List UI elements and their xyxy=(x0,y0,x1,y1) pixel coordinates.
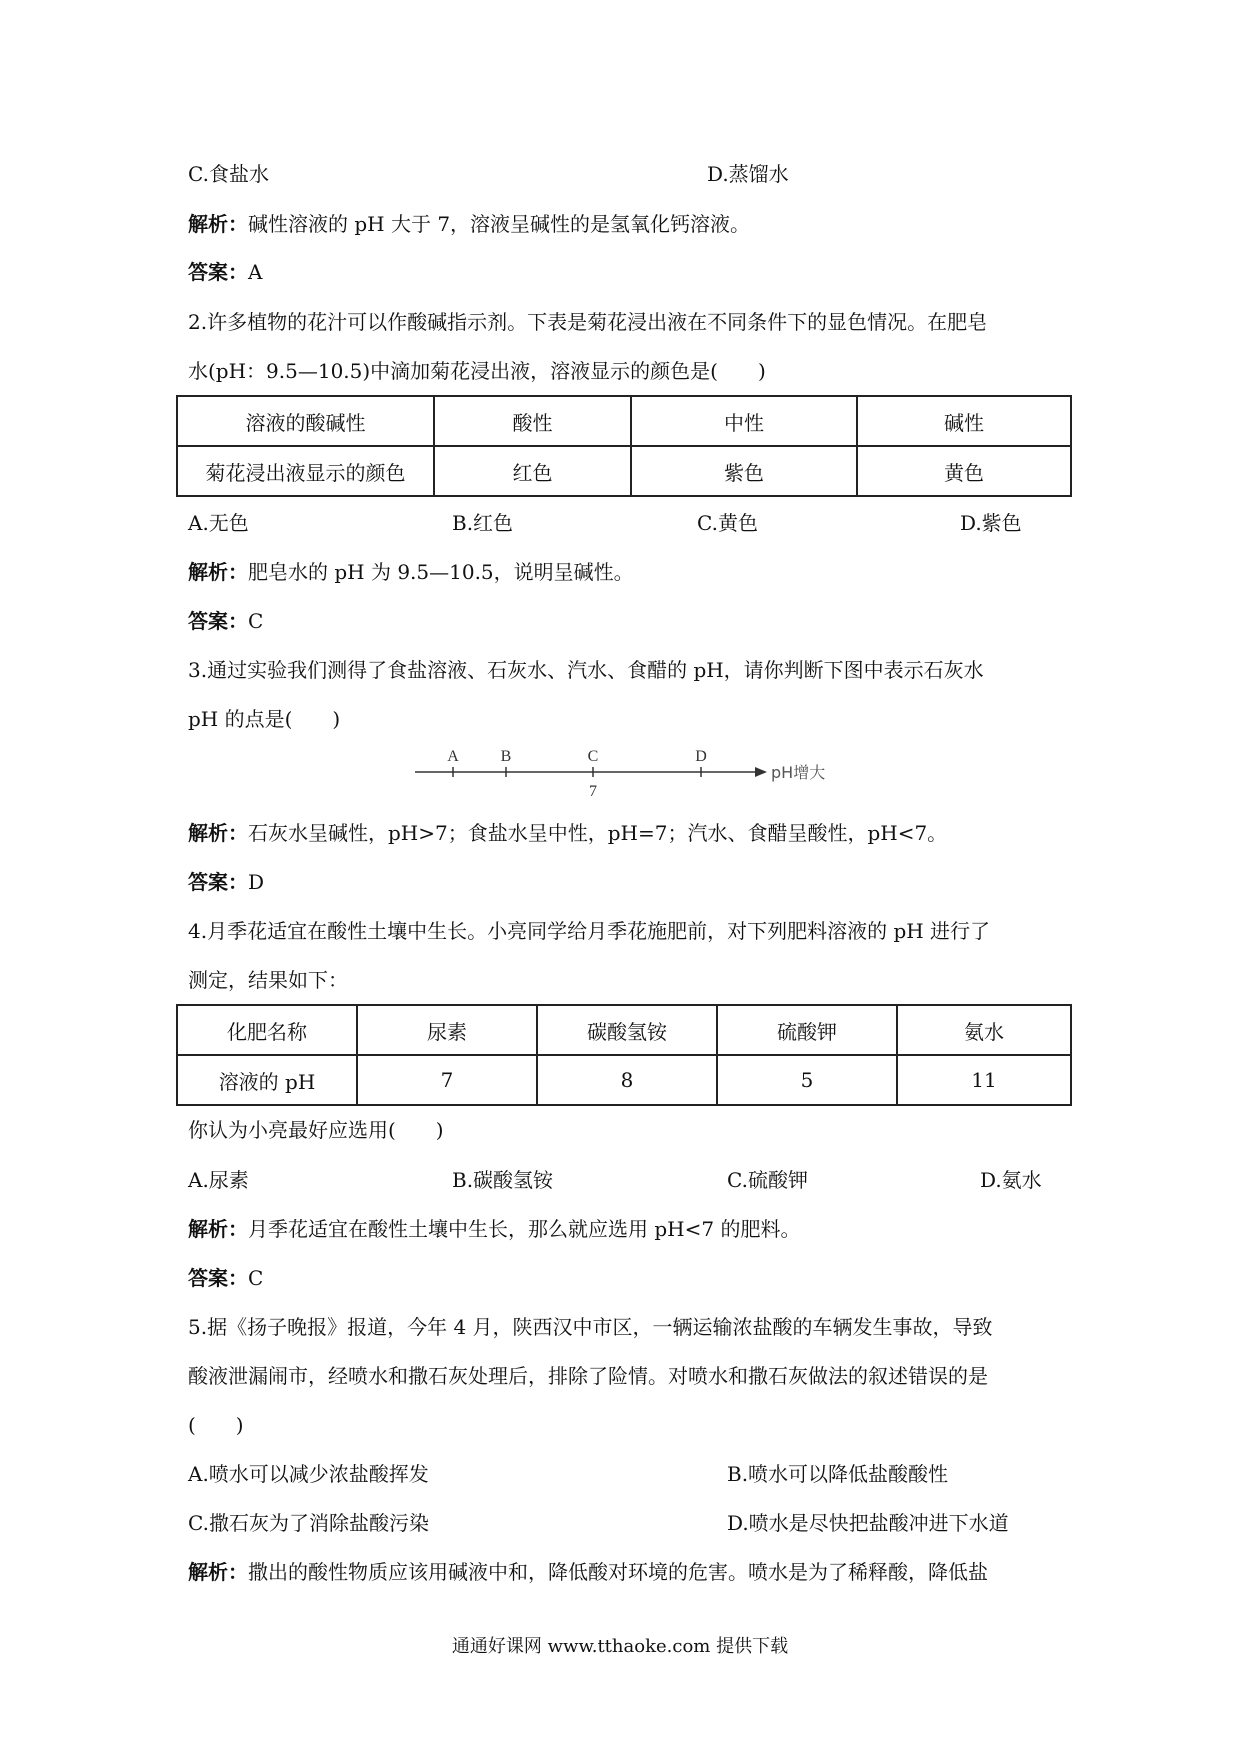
q2-color-table xyxy=(176,395,1072,497)
q5-stem-line2: 酸液泄漏闹市，经喷水和撒石灰处理后，排除了险情。对喷水和撒石灰做法的叙述错误的是 xyxy=(188,1364,988,1388)
q5-option-a: A.喷水可以减少浓盐酸挥发 xyxy=(188,1462,429,1486)
q5-option-b: B.喷水可以降低盐酸酸性 xyxy=(727,1462,949,1486)
analysis-text: 碱性溶液的 pH 大于 7，溶液呈碱性的是氢氧化钙溶液。 xyxy=(248,212,751,236)
table-cell: 菊花浸出液显示的颜色 xyxy=(177,446,434,496)
point-a-label: A xyxy=(447,748,459,765)
q4-analysis xyxy=(188,1215,800,1243)
table-header-cell: 中性 xyxy=(631,396,857,446)
answer-text: D xyxy=(248,870,265,894)
q2-option-d: D.紫色 xyxy=(960,511,1022,535)
point-c-label: C xyxy=(587,748,599,765)
table-header-cell: 碱性 xyxy=(857,396,1071,446)
q2-option-c: C.黄色 xyxy=(697,511,758,535)
answer-text: C xyxy=(248,609,264,633)
table-cell: 紫色 xyxy=(631,446,857,496)
analysis-label: 解析： xyxy=(188,560,248,584)
table-cell: 11 xyxy=(897,1055,1071,1105)
q1-option-d: D.蒸馏水 xyxy=(707,162,789,186)
ph-number-line xyxy=(410,742,830,802)
q2-analysis xyxy=(188,558,634,586)
q4-option-d: D.氨水 xyxy=(980,1168,1042,1192)
arrow-head-icon xyxy=(755,767,767,777)
arrow-label: pH增大 xyxy=(771,763,826,782)
q2-option-a: A.无色 xyxy=(188,511,249,535)
analysis-label: 解析： xyxy=(188,1217,248,1241)
q3-stem-line2: pH 的点是( ) xyxy=(188,707,341,731)
table-header-cell: 溶液的酸碱性 xyxy=(177,396,434,446)
table-header-cell: 尿素 xyxy=(357,1005,537,1055)
analysis-label: 解析： xyxy=(188,212,248,236)
analysis-label: 解析： xyxy=(188,821,248,845)
point-d-label: D xyxy=(695,748,707,765)
q4-option-a: A.尿素 xyxy=(188,1168,249,1192)
analysis-text: 月季花适宜在酸性土壤中生长，那么就应选用 pH<7 的肥料。 xyxy=(248,1217,801,1241)
answer-label: 答案： xyxy=(188,609,248,633)
q2-stem-line1: 2.许多植物的花汁可以作酸碱指示剂。下表是菊花浸出液在不同条件下的显色情况。在肥皂 xyxy=(188,310,988,334)
analysis-text: 撒出的酸性物质应该用碱液中和，降低酸对环境的危害。喷水是为了稀释酸，降低盐 xyxy=(248,1560,988,1584)
analysis-label: 解析： xyxy=(188,1560,248,1584)
q5-option-d: D.喷水是尽快把盐酸冲进下水道 xyxy=(727,1511,1009,1535)
q5-stem-line3: ( ) xyxy=(188,1413,244,1437)
table-cell: 7 xyxy=(357,1055,537,1105)
answer-text: A xyxy=(248,260,263,284)
q2-stem-line2: 水(pH：9.5—10.5)中滴加菊花浸出液，溶液显示的颜色是( ) xyxy=(188,359,766,383)
q4-option-b: B.碳酸氢铵 xyxy=(452,1168,554,1192)
table-cell: 5 xyxy=(717,1055,897,1105)
table-header-cell: 化肥名称 xyxy=(177,1005,357,1055)
q4-prompt: 你认为小亮最好应选用( ) xyxy=(188,1118,444,1142)
q5-option-c: C.撒石灰为了消除盐酸污染 xyxy=(188,1511,429,1535)
q3-stem-line1: 3.通过实验我们测得了食盐溶液、石灰水、汽水、食醋的 pH，请你判断下图中表示石灰水 xyxy=(188,658,984,682)
q1-analysis xyxy=(188,210,750,238)
q1-option-c: C.食盐水 xyxy=(188,162,269,186)
table-cell: 黄色 xyxy=(857,446,1071,496)
analysis-text: 肥皂水的 pH 为 9.5—10.5，说明呈碱性。 xyxy=(248,560,634,584)
q2-answer xyxy=(188,607,263,635)
table-header-cell: 碳酸氢铵 xyxy=(537,1005,717,1055)
q1-answer xyxy=(188,258,262,286)
table-cell: 溶液的 pH xyxy=(177,1055,357,1105)
answer-text: C xyxy=(248,1266,264,1290)
q4-stem-line2: 测定，结果如下： xyxy=(188,968,348,992)
q4-answer xyxy=(188,1264,263,1292)
table-header-cell: 氨水 xyxy=(897,1005,1071,1055)
q5-stem-line1: 5.据《扬子晚报》报道，今年 4 月，陕西汉中市区，一辆运输浓盐酸的车辆发生事故，导致 xyxy=(188,1315,993,1339)
q3-analysis xyxy=(188,819,947,847)
answer-label: 答案： xyxy=(188,1266,248,1290)
table-header-cell: 硫酸钾 xyxy=(717,1005,897,1055)
q4-ph-table xyxy=(176,1004,1072,1106)
answer-label: 答案： xyxy=(188,870,248,894)
q4-stem-line1: 4.月季花适宜在酸性土壤中生长。小亮同学给月季花施肥前，对下列肥料溶液的 pH 进行了 xyxy=(188,919,991,943)
answer-label: 答案： xyxy=(188,260,248,284)
table-cell: 8 xyxy=(537,1055,717,1105)
page-footer: 通通好课网 www.tthaoke.com 提供下载 xyxy=(451,1636,789,1657)
table-cell: 红色 xyxy=(434,446,631,496)
analysis-text: 石灰水呈碱性，pH>7；食盐水呈中性，pH=7；汽水、食醋呈酸性，pH<7。 xyxy=(248,821,948,845)
q3-answer xyxy=(188,868,264,896)
q5-analysis xyxy=(188,1558,988,1586)
tick-label-7: 7 xyxy=(589,783,597,800)
q4-option-c: C.硫酸钾 xyxy=(727,1168,808,1192)
point-b-label: B xyxy=(500,748,512,765)
table-header-cell: 酸性 xyxy=(434,396,631,446)
q2-option-b: B.红色 xyxy=(452,511,514,535)
